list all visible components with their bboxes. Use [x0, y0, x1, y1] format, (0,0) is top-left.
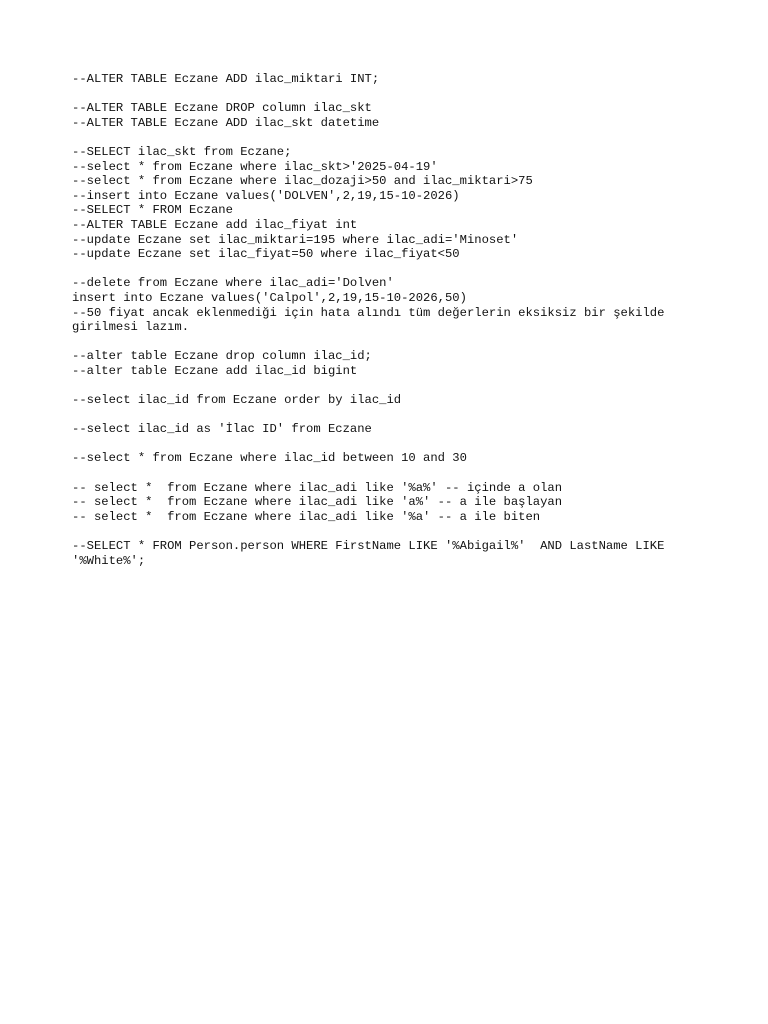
code-line: -- select * from Eczane where ilac_adi like '%a' -- a ile biten — [72, 509, 541, 524]
sql-block-alter-add-miktari — [72, 72, 712, 87]
sql-block-like — [72, 481, 712, 525]
code-line: --alter table Eczane add ilac_id bigint — [72, 363, 358, 378]
code-line: -- select * from Eczane where ilac_adi like '%a%' -- içinde a olan — [72, 480, 563, 495]
code-line: --ALTER TABLE Eczane ADD ilac_skt datetime — [72, 115, 380, 130]
code-line: '%White%'; — [72, 553, 146, 568]
code-line: girilmesi lazım. — [72, 320, 190, 335]
sql-block-alter-id — [72, 349, 712, 378]
sql-block-order-by — [72, 393, 712, 408]
sql-block-person-like — [72, 539, 712, 568]
code-line: --ALTER TABLE Eczane ADD ilac_miktari INT; — [72, 72, 380, 86]
code-line: --select * from Eczane where ilac_id between 10 and 30 — [72, 451, 467, 466]
code-line: --ALTER TABLE Eczane DROP column ilac_skt — [72, 101, 372, 116]
code-line: --delete from Eczane where ilac_adi='Dolven' — [72, 276, 394, 291]
sql-block-select-update — [72, 145, 712, 262]
sql-block-alter-skt — [72, 101, 712, 130]
sql-block-delete-insert — [72, 276, 712, 334]
code-line: --50 fiyat ancak eklenmediği için hata alındı tüm değerlerin eksiksiz bir şekilde — [72, 305, 665, 320]
code-line: --update Eczane set ilac_fiyat=50 where ilac_fiyat<50 — [72, 247, 460, 262]
sql-block-between — [72, 451, 712, 466]
code-line: --select * from Eczane where ilac_dozaji>50 and ilac_miktari>75 — [72, 174, 533, 189]
code-line: --alter table Eczane drop column ilac_id; — [72, 349, 372, 364]
code-line: --SELECT ilac_skt from Eczane; — [72, 144, 292, 159]
code-line: --SELECT * FROM Eczane — [72, 203, 233, 218]
code-line: --ALTER TABLE Eczane add ilac_fiyat int — [72, 217, 358, 232]
code-line: insert into Eczane values('Calpol',2,19,15-10-2026,50) — [72, 290, 467, 305]
code-line: --select ilac_id as 'İlac ID' from Eczane — [72, 422, 372, 437]
code-line: --SELECT * FROM Person.person WHERE FirstName LIKE '%Abigail%' AND LastName LIKE — [72, 539, 665, 553]
code-line: --select * from Eczane where ilac_skt>'2025-04-19' — [72, 159, 438, 174]
code-line: --select ilac_id from Eczane order by ilac_id — [72, 393, 402, 408]
sql-block-alias — [72, 422, 712, 437]
code-line: --update Eczane set ilac_miktari=195 where ilac_adi='Minoset' — [72, 232, 519, 247]
document-page — [72, 72, 712, 583]
code-line: --insert into Eczane values('DOLVEN',2,19,15-10-2026) — [72, 188, 460, 203]
code-line: -- select * from Eczane where ilac_adi like 'a%' -- a ile başlayan — [72, 495, 563, 510]
